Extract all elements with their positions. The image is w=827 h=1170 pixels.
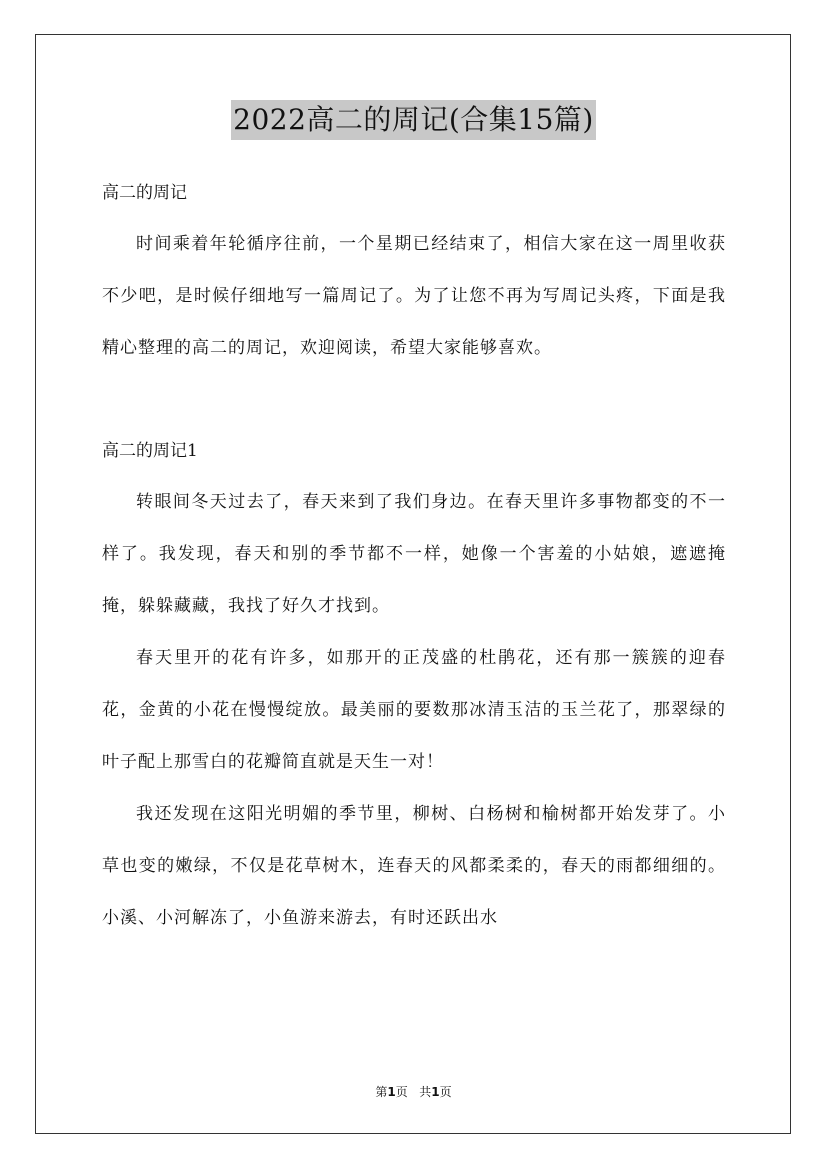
page-suffix: 页 [395, 1085, 408, 1099]
intro-paragraph: 时间乘着年轮循序往前，一个星期已经结束了，相信大家在这一周里收获不少吧，是时候仔细地写一篇周记了。为了让您不再为写周记头疼，下面是我精心整理的高二的周记，欢迎阅读，希望大家能够喜欢。 [102, 234, 726, 358]
section1-paragraph: 我还发现在这阳光明媚的季节里，柳树、白杨树和榆树都开始发芽了。小草也变的嫩绿，不仅是花草树木，连春天的风都柔柔的，春天的雨都细细的。小溪、小河解冻了，小鱼游来游去，有时还跃出水 [102, 804, 726, 928]
section1-paragraph: 春天里开的花有许多，如那开的正茂盛的杜鹃花，还有那一簇簇的迎春花，金黄的小花在慢慢绽放。最美丽的要数那冰清玉洁的玉兰花了，那翠绿的叶子配上那雪白的花瓣简直就是天生一对！ [102, 648, 726, 772]
page-footer [0, 1083, 827, 1100]
page-number: 1 [387, 1085, 396, 1099]
document-body [102, 168, 726, 944]
document-title: 2022高二的周记(合集15篇) [231, 100, 596, 140]
total-pages: 1 [431, 1085, 440, 1099]
title-container [0, 100, 827, 140]
total-suffix: 页 [439, 1085, 452, 1099]
page-prefix: 第 [375, 1085, 388, 1099]
intro-heading: 高二的周记 [102, 183, 187, 203]
section-spacer [102, 374, 726, 426]
total-prefix: 共 [419, 1085, 432, 1099]
section1-paragraph: 转眼间冬天过去了，春天来到了我们身边。在春天里许多事物都变的不一样了。我发现，春天和别的季节都不一样，她像一个害羞的小姑娘，遮遮掩掩，躲躲藏藏，我找了好久才找到。 [102, 492, 726, 616]
section1-heading: 高二的周记1 [102, 441, 198, 461]
